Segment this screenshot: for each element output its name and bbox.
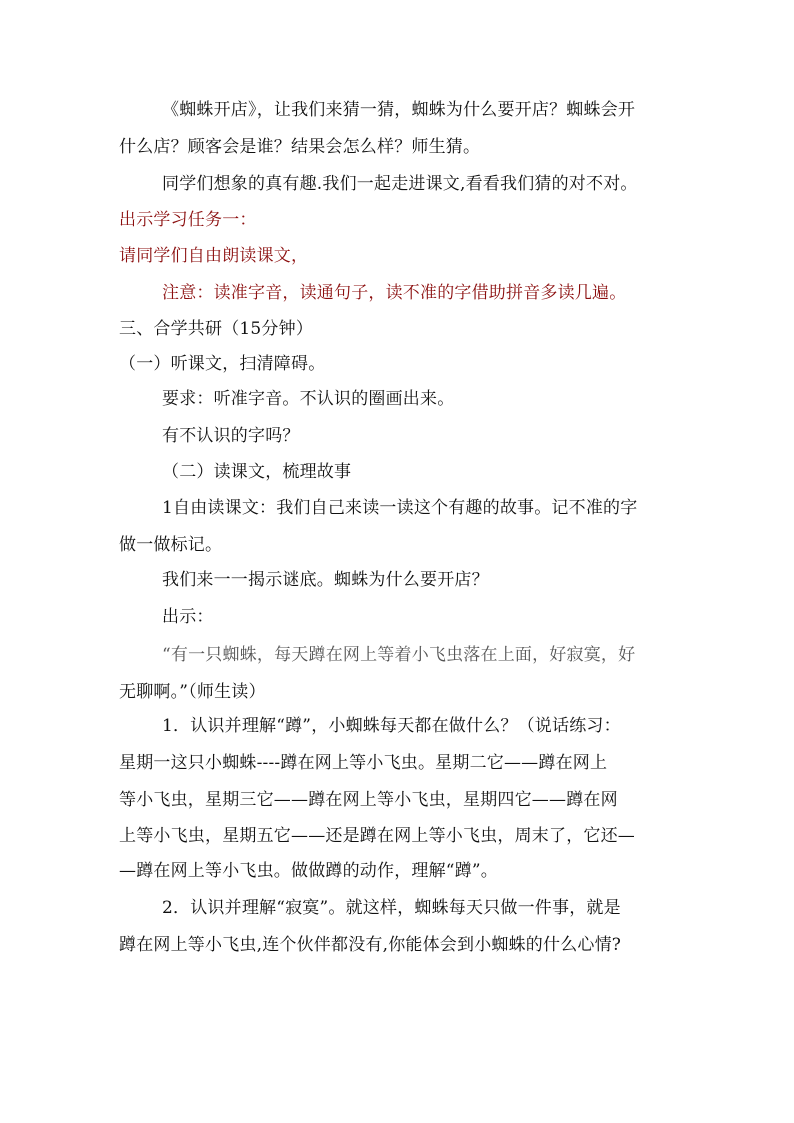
paragraph-line: 要求：听准字音。不认识的圈画出来。 bbox=[162, 389, 455, 409]
paragraph-line: 2．认识并理解“寂寞”。就这样，蜘蛛每天只做一件事，就是 bbox=[162, 898, 621, 918]
paragraph-line: 上等小飞虫，星期五它——还是蹲在网上等小飞虫，周末了，它还— bbox=[119, 826, 635, 846]
paragraph-line: 同学们想象的真有趣.我们一起走进课文,看看我们猜的对不对。 bbox=[162, 174, 638, 194]
task-note: 注意：读准字音，读通句子，读不准的字借助拼音多读几遍。 bbox=[162, 283, 627, 303]
paragraph-line: 星期一这只小蜘蛛----蹲在网上等小飞虫。星期二它——蹲在网上 bbox=[119, 753, 608, 773]
subsection-heading: （二）读课文，梳理故事 bbox=[162, 462, 352, 482]
section-heading: 三、合学共研（15分钟） bbox=[119, 319, 314, 339]
paragraph-line: 做一做标记。 bbox=[119, 535, 223, 555]
quote-line: 无聊啊。”（师生读） bbox=[119, 682, 266, 702]
paragraph-line: 1．认识并理解“蹲”，小蜘蛛每天都在做什么？（说话练习： bbox=[162, 716, 621, 736]
task-instruction: 请同学们自由朗读课文， bbox=[119, 246, 309, 266]
paragraph-line: 蹲在网上等小飞虫,连个伙伴都没有,你能体会到小蜘蛛的什么心情? bbox=[119, 935, 622, 955]
paragraph-line: 等小飞虫，星期三它——蹲在网上等小飞虫，星期四它——蹲在网 bbox=[119, 790, 618, 810]
paragraph-line: 《蜘蛛开店》，让我们来猜一猜，蜘蛛为什么要开店？蜘蛛会开 bbox=[162, 100, 636, 120]
paragraph-line: 出示： bbox=[162, 607, 214, 627]
paragraph-line: 我们来一一揭示谜底。蜘蛛为什么要开店？ bbox=[162, 570, 489, 590]
subsection-heading: （一）听课文，扫清障碍。 bbox=[119, 354, 326, 374]
paragraph-line: —蹲在网上等小飞虫。做做蹲的动作，理解“蹲”。 bbox=[119, 861, 498, 881]
paragraph-line: 什么店？顾客会是谁？结果会怎么样？师生猜。 bbox=[119, 137, 481, 157]
paragraph-line: 1自由读课文：我们自己来读一读这个有趣的故事。记不准的字 bbox=[162, 498, 638, 518]
task-heading: 出示学习任务一： bbox=[119, 210, 257, 230]
quote-line: “有一只蜘蛛，每天蹲在网上等着小飞虫落在上面，好寂寞，好 bbox=[162, 645, 636, 665]
paragraph-line: 有不认识的字吗？ bbox=[162, 426, 300, 446]
